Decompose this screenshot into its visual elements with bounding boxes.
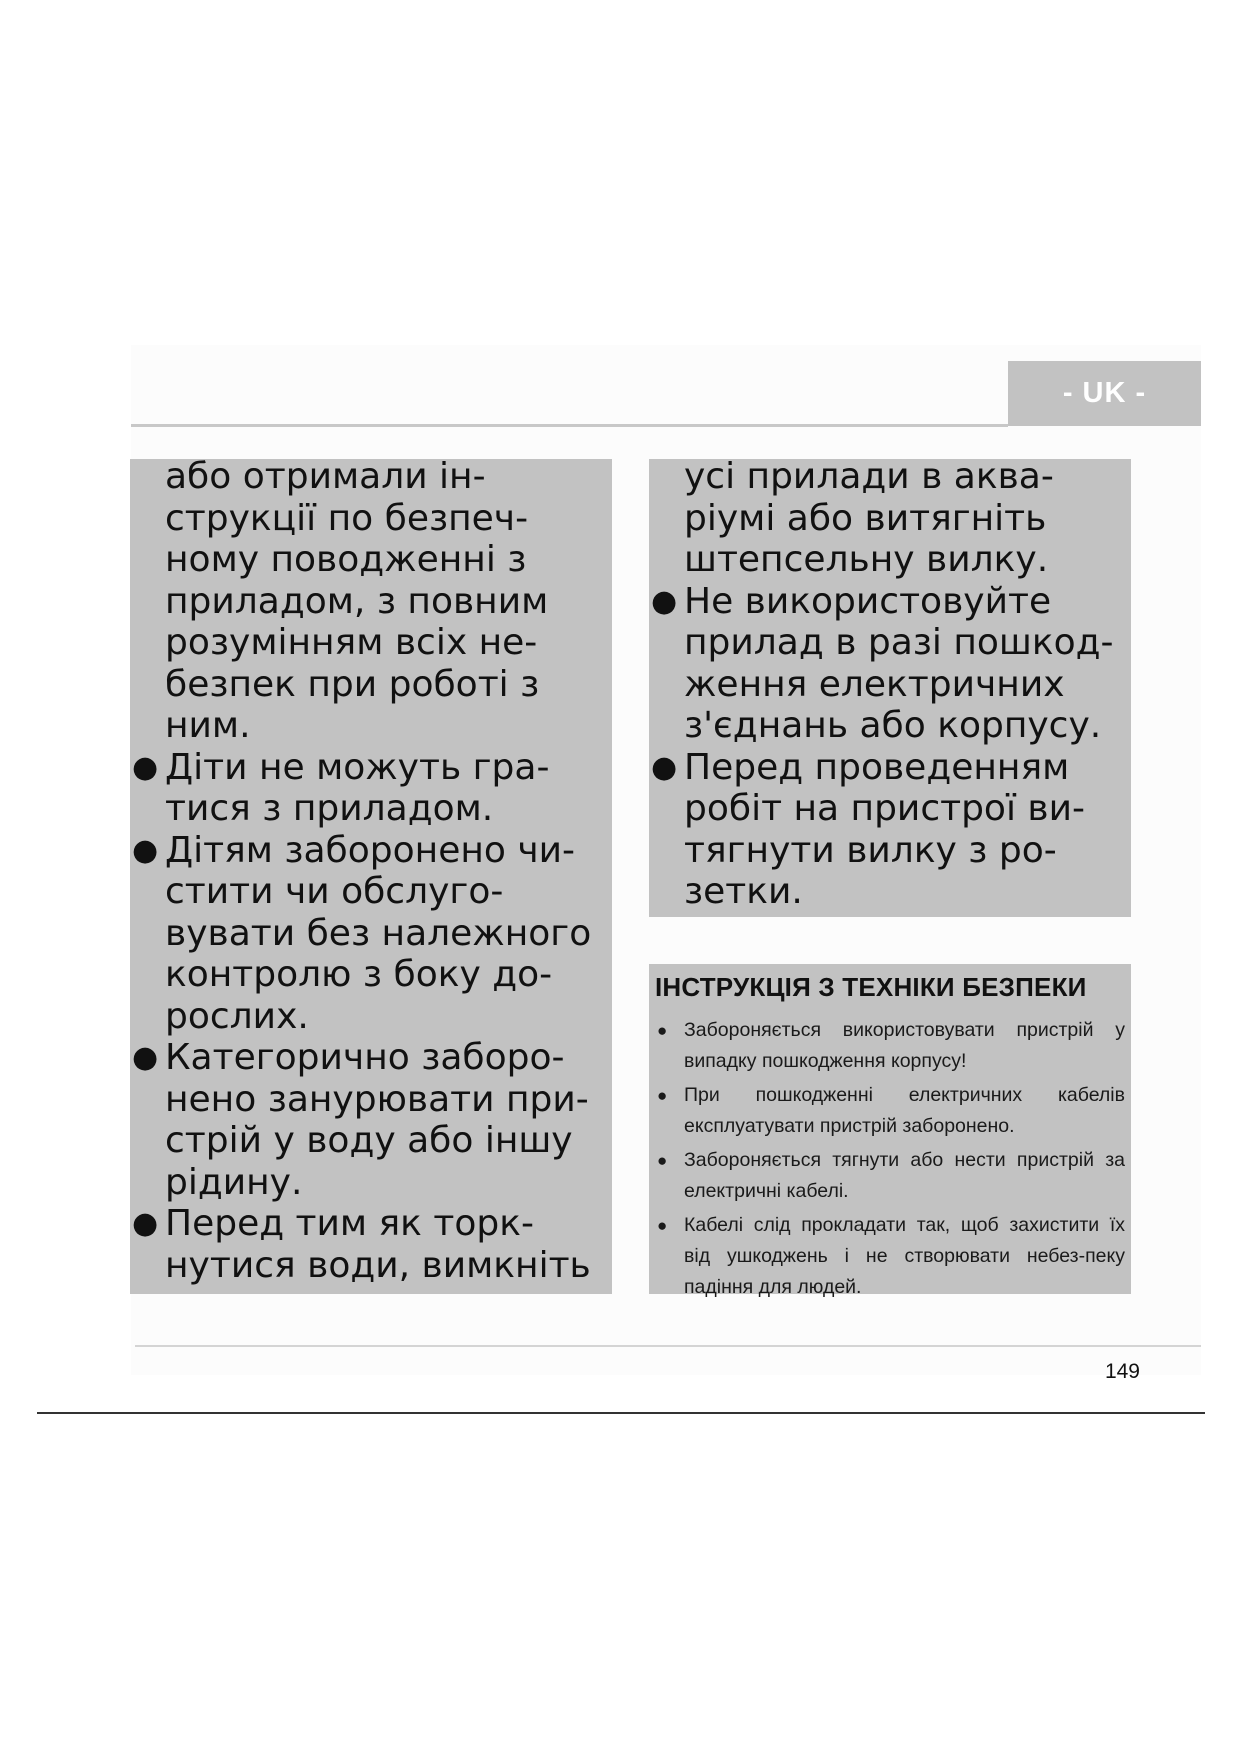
footer-divider (135, 1345, 1201, 1347)
bottom-divider (37, 1412, 1205, 1414)
left-column-text (130, 456, 605, 1286)
safety-title: ІНСТРУКЦІЯ З ТЕХНІКИ БЕЗПЕКИ (655, 972, 1087, 1002)
safety-item-text: Кабелі слід прокладати так, щоб захистити їх від ушкоджень і не створювати небез-пеку падіння для людей. (684, 1214, 1125, 1298)
list-item (132, 1037, 605, 1203)
right-continuation-text: усі прилади в аква-ріумі або витягніть штепсельну вилку. (684, 456, 1054, 580)
list-item (132, 746, 605, 830)
right-column (649, 456, 1131, 917)
list-item-text: Не використовуйте прилад в разі пошкод-ження електричних з'єднань або корпусу. (684, 580, 1114, 746)
language-tab (1008, 361, 1201, 426)
bullet-icon: ● (657, 1151, 668, 1170)
left-column (130, 456, 612, 1294)
bullet-icon: ● (132, 1040, 159, 1075)
safety-item (655, 1145, 1125, 1207)
safety-item (655, 1210, 1125, 1303)
bullet-icon: ● (132, 1206, 159, 1241)
safety-item-text: Забороняється використовувати пристрій у випадку пошкодження корпусу! (684, 1019, 1125, 1072)
safety-item (655, 1080, 1125, 1142)
list-item (132, 829, 605, 1038)
list-item (132, 1203, 605, 1286)
bullet-icon: ● (132, 832, 159, 868)
bullet-icon: ● (132, 749, 159, 785)
bullet-icon: ● (651, 583, 678, 619)
safety-instructions-box (649, 964, 1131, 1298)
list-item-text: Категорично заборо-нено занурювати при-стрій у воду або іншу рідину. (165, 1037, 589, 1203)
list-item (651, 746, 1126, 913)
header-divider (131, 424, 1008, 427)
list-item-text: Діти не можуть гра-тися з приладом. (165, 746, 550, 829)
bullet-icon: ● (657, 1216, 668, 1235)
list-item-text: Дітям заборонено чи-стити чи обслуго-вувати без належного контролю з боку до-рослих. (165, 829, 592, 1037)
safety-item-text: При пошкодженні електричних кабелів експлуатувати пристрій заборонено. (684, 1084, 1125, 1137)
list-item (651, 580, 1126, 747)
bullet-icon: ● (657, 1086, 668, 1105)
safety-list (655, 1015, 1125, 1303)
list-item-text: Перед тим як торк-нутися води, вимкніть (165, 1203, 591, 1286)
safety-item-text: Забороняється тягнути або нести пристрій за електричні кабелі. (684, 1149, 1125, 1202)
list-item-text: Перед проведенням робіт на пристрої ви-тягнути вилку з ро-зетки. (684, 746, 1086, 912)
right-column-text (649, 456, 1126, 913)
language-tag: - UK - (1062, 377, 1147, 409)
page-number: 149 (1104, 1360, 1140, 1383)
safety-item (655, 1015, 1125, 1077)
bullet-icon: ● (657, 1021, 668, 1040)
bullet-icon: ● (651, 749, 678, 785)
left-continuation-text: або отримали ін-струкції по безпеч-ному поводженні з приладом, з повним розумінням всіх не-безпек при роботі з ним. (165, 456, 549, 746)
